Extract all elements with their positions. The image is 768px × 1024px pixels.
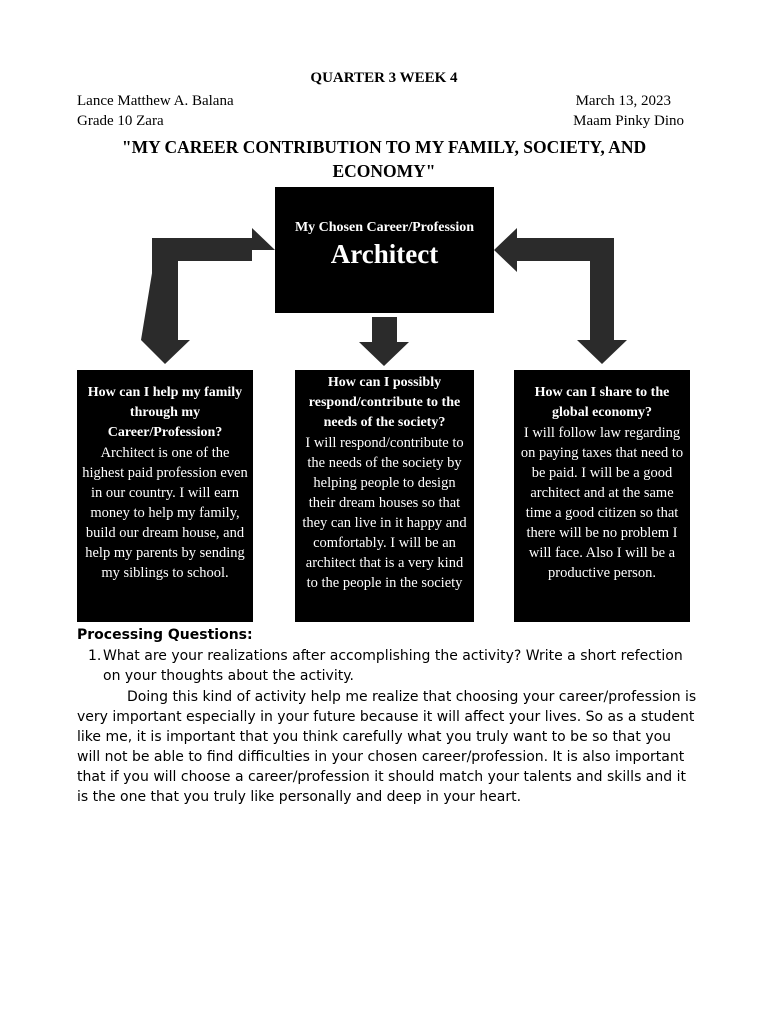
page-title: "MY CAREER CONTRIBUTION TO MY FAMILY, SOCIETY, AND ECONOMY" [121,137,647,181]
career-value: Architect [330,239,439,269]
center-down-arrow [359,317,409,366]
society-answer: I will respond/contribute to the needs of the society by helping people to design their dream houses so that they can live in it happy and comfortably. I will be an architect that is a very kind to the people in the society [302,435,467,591]
student-name: Lance Matthew A. Balana [77,93,234,109]
quarter-heading: QUARTER 3 WEEK 4 [310,70,458,86]
right-down-arrowhead [577,340,627,364]
career-label: My Chosen Career/Profession [294,220,475,235]
teacher-name: Maam Pinky Dino [573,113,684,129]
left-down-arrowhead [141,340,190,364]
economy-question: How can I share to the global economy? [534,385,670,420]
family-box [77,370,253,622]
career-box [275,187,494,313]
processing-question: What are your realizations after accomplishing the activity? Write a short refection on your thoughts about the activity. [103,648,683,684]
reflection-answer: Doing this kind of activity help me realize that choosing your career/profession is very important especially in your future because it will affect your lives. So as a student like me, it is important that you think carefully what you truly want to be so that you will not be able to find difficulties in your chosen career/profession. It is also important that if you will choose a career/profession it should match your talents and skills and it is the one that you truly like personally and deep in your heart. [77,689,697,805]
economy-box [514,370,690,622]
family-question: How can I help my family through my Career/Profession? [87,385,243,440]
society-question: How can I possibly respond/contribute to the needs of the society? [308,375,461,430]
processing-question-item [77,646,697,686]
left-arrow-shaft [152,250,178,342]
right-arrow-shaft [590,250,614,342]
processing-heading: Processing Questions: [77,627,253,643]
grade-section: Grade 10 Zara [77,113,164,129]
family-answer: Architect is one of the highest paid profession even in our country. I will earn money to help my family, build our dream house, and help my parents by sending my siblings to school. [82,445,248,581]
society-box [295,370,474,622]
question-number: 1. [88,648,102,664]
economy-answer: I will follow law regarding on paying taxes that need to be paid. I will be a good architect and at the same time a good citizen so that there will be no problem I will face. Also I will be a productive person. [520,425,684,581]
date: March 13, 2023 [575,93,671,109]
